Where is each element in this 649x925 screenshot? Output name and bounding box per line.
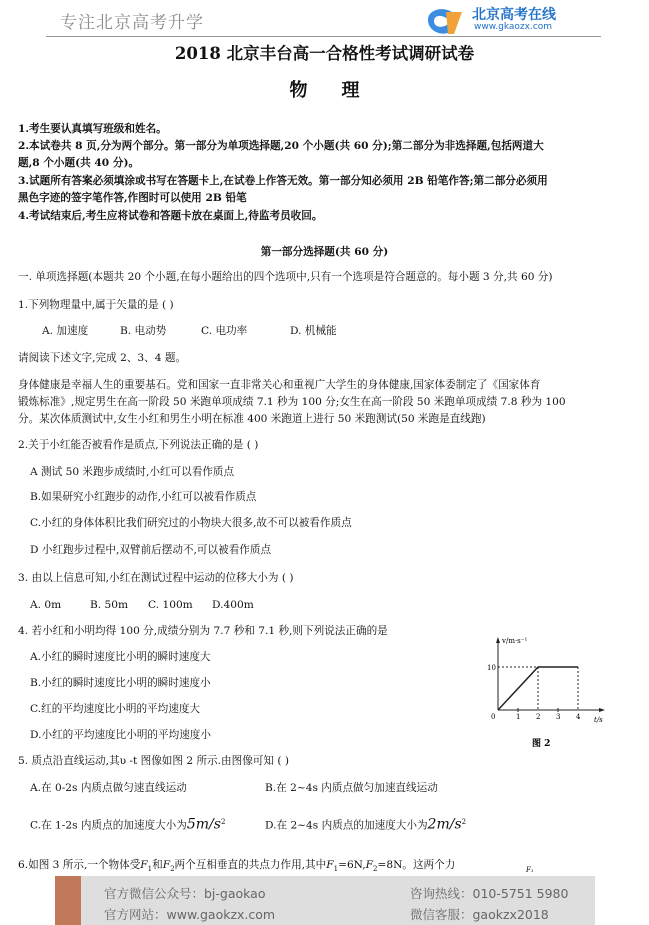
x-tick-0: 0 (491, 713, 496, 721)
q2-option-a: A 测试 50 米跑步成绩时,小红可以看作质点 (30, 466, 235, 478)
x-tick-2: 2 (536, 713, 541, 721)
section-intro: 一. 单项选择题(本题共 20 个小题,在每小题给出的四个选项中,只有一个选项是符合题意的。每小题 3 分,共 60 分) (18, 271, 553, 283)
footer-hotline: 咨询热线：010-5751 5980 (410, 886, 569, 901)
q2-option-c: C.小红的身体体积比我们研究过的小物块大很多,故不可以被看作质点 (30, 517, 352, 529)
figure-2-caption: 图 2 (532, 739, 551, 749)
instruction-3b: 黑色字迹的签字笔作答,作图时可以使用 2B 铅笔 (18, 192, 247, 204)
header-divider (46, 36, 601, 37)
q3-option-b: B. 50m (90, 599, 129, 611)
q4-stem: 4. 若小红和小明均得 100 分,成绩分别为 7.7 秒和 7.1 秒,则下列说法正确的是 (18, 625, 388, 637)
instruction-4: 4.考试结束后,考生应将试卷和答题卡放在桌面上,待监考员收回。 (18, 210, 323, 222)
exam-subject: 物理 (289, 80, 394, 101)
q4-option-a: A.小红的瞬时速度比小明的瞬时速度大 (30, 651, 211, 663)
part1-title: 第一部分选择题(共 60 分) (260, 246, 389, 258)
q5-option-d: D.在 2~4s 内质点的加速度大小为$2m/s^2$ (265, 816, 467, 833)
logo-name: 北京高考在线 (472, 7, 556, 23)
q1-option-d: D. 机械能 (290, 325, 337, 337)
q6-stem: 6.如图 3 所示,一个物体受$F_1$和$F_2$两个互相垂直的共点力作用,其中$F_1=6N,F_2=8N$。这两个力 (18, 859, 456, 874)
q3-option-d: D.400m (212, 599, 254, 611)
q3-option-a: A. 0m (30, 599, 62, 611)
passage-line-2: 锻炼标准》,规定男生在高一阶段 50 米跑单项成绩 7.1 秒为 100 分;女生在高一阶段 50 米跑单项成绩 7.8 秒为 100 (18, 396, 566, 408)
passage-line-3: 分。某次体质测试中,女生小红和男生小明在标准 400 米跑道上进行 50 米跑测试(50 米跑是直线跑) (18, 413, 486, 425)
reading-prompt: 请阅读下述文字,完成 2、3、4 题。 (18, 352, 187, 364)
q1-option-a: A. 加速度 (42, 325, 89, 337)
x-axis-label: t/s (594, 716, 603, 724)
footer-website: 官方网站：www.gaokzx.com (104, 907, 276, 922)
q1-option-c: C. 电功率 (201, 325, 248, 337)
instruction-2: 2.本试卷共 8 页,分为两个部分。第一部分为单项选择题,20 个小题(共 60 分);第二部分为非选择题,包括两道大 (18, 140, 544, 152)
instruction-3: 3.试题所有答案必须填涂或书写在答题卡上,在试卷上作答无效。第一部分知必须用 2B 铅笔作答;第二部分必须用 (18, 175, 548, 187)
exam-title: 2018 北京丰台高一合格性考试调研试卷 (174, 44, 475, 63)
footer-service: 微信客服：gaokzx2018 (410, 907, 549, 922)
q4-option-c: C.红的平均速度比小明的平均速度大 (30, 703, 201, 715)
q2-option-b: B.如果研究小红跑步的动作,小红可以被看作质点 (30, 491, 257, 503)
logo-url: www.gkaozx.com (474, 22, 553, 32)
x-tick-1: 1 (516, 713, 521, 721)
q1-option-b: B. 电动势 (120, 325, 167, 337)
passage-line-1: 身体健康是幸福人生的重要基石。党和国家一直非常关心和重视广大学生的身体健康,国家体委制定了《国家体育 (18, 379, 541, 391)
x-tick-3: 3 (556, 713, 561, 721)
x-tick-4: 4 (576, 713, 581, 721)
footer-wechat: 官方微信公众号：bj-gaokao (104, 886, 266, 901)
q2-stem: 2.关于小红能否被看作是质点,下列说法正确的是 ( ) (18, 439, 259, 451)
q5-option-b: B.在 2~4s 内质点做匀加速直线运动 (265, 782, 438, 794)
figure-2-vt-graph (480, 632, 620, 754)
q3-stem: 3. 由以上信息可知,小红在测试过程中运动的位移大小为 ( ) (18, 572, 294, 584)
q4-option-d: D.小红的平均速度比小明的平均速度小 (30, 729, 211, 741)
header-slogan: 专注北京高考升学 (60, 13, 204, 33)
q3-option-c: C. 100m (148, 599, 193, 611)
q4-option-b: B.小红的瞬时速度比小明的瞬时速度小 (30, 677, 211, 689)
q2-option-d: D 小红跑步过程中,双臂前后摆动不,可以被看作质点 (30, 544, 272, 556)
y-axis-label: v/m·s⁻¹ (502, 637, 528, 645)
instruction-2b: 题,8 个小题(共 40 分)。 (18, 157, 140, 169)
y-tick-10: 10 (487, 664, 496, 672)
q5-stem: 5. 质点沿直线运动,其υ -t 图像如图 2 所示.由图像可知 ( ) (18, 755, 289, 767)
footer-accent-bar (55, 876, 81, 925)
q5-option-c: C.在 1-2s 内质点的加速度大小为$5m/s^2$ (30, 816, 226, 833)
instruction-1: 1.考生要认真填写班级和姓名。 (18, 123, 167, 135)
q5-option-a: A.在 0-2s 内质点做匀速直线运动 (30, 782, 187, 794)
figure-3-label: F₁ (526, 866, 534, 874)
q1-stem: 1.下列物理量中,属于矢量的是 ( ) (18, 299, 174, 311)
